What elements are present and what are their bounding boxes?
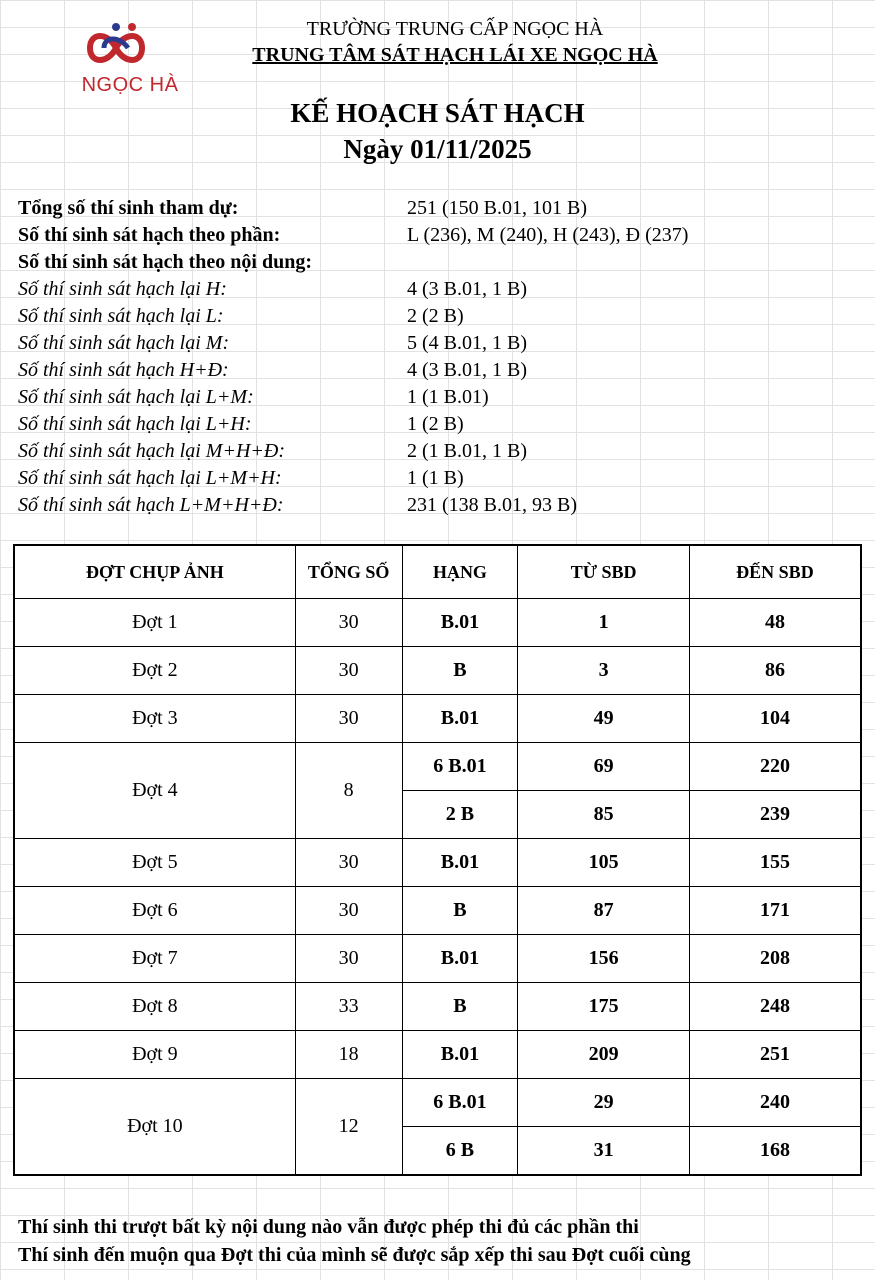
cell-hang: B.01: [402, 839, 518, 887]
stat-value: 5 (4 B.01, 1 B): [407, 332, 527, 354]
cell-dot: Đợt 7: [14, 935, 295, 983]
cell-tu: 105: [518, 839, 690, 887]
stat-value: L (236), M (240), H (243), Đ (237): [407, 224, 689, 246]
cell-tong: 30: [295, 599, 402, 647]
cell-den: 208: [689, 935, 861, 983]
stat-value: 4 (3 B.01, 1 B): [407, 278, 527, 300]
center-name: TRUNG TÂM SÁT HẠCH LÁI XE NGỌC HÀ: [252, 44, 658, 66]
cell-hang: B: [402, 887, 518, 935]
cell-tu: 3: [518, 647, 690, 695]
schedule-table: [13, 544, 862, 1176]
cell-tu: 29: [518, 1079, 690, 1127]
infinity-logo-icon: [70, 18, 190, 78]
cell-tu: 49: [518, 695, 690, 743]
cell-den: 168: [689, 1127, 861, 1176]
stat-row: [18, 384, 858, 411]
cell-den: 48: [689, 599, 861, 647]
cell-tong: 12: [295, 1079, 402, 1176]
stat-value: 1 (1 B): [407, 467, 464, 489]
table-row: [14, 887, 861, 935]
stat-value: 1 (2 B): [407, 413, 464, 435]
cell-den: 239: [689, 791, 861, 839]
cell-hang: B.01: [402, 935, 518, 983]
stat-value: 4 (3 B.01, 1 B): [407, 359, 527, 381]
stat-label: Số thí sinh sát hạch theo phần:: [18, 224, 281, 246]
table-row: [14, 983, 861, 1031]
header-den-sbd: ĐẾN SBD: [689, 545, 861, 599]
table-header-row: [14, 545, 861, 599]
cell-dot: Đợt 6: [14, 887, 295, 935]
cell-tong: 30: [295, 647, 402, 695]
stat-row: [18, 249, 858, 276]
stat-value: 251 (150 B.01, 101 B): [407, 197, 587, 219]
stat-label: Số thí sinh sát hạch H+Đ:: [18, 359, 229, 381]
note-line: Thí sinh đến muộn qua Đợt thi của mình sẽ được sắp xếp thi sau Đợt cuối cùng: [18, 1244, 691, 1266]
cell-dot: Đợt 4: [14, 743, 295, 839]
cell-tong: 30: [295, 839, 402, 887]
cell-tong: 33: [295, 983, 402, 1031]
table-row: [14, 935, 861, 983]
stat-label: Số thí sinh sát hạch lại L+M:: [18, 386, 254, 408]
cell-den: 248: [689, 983, 861, 1031]
table-row: [14, 695, 861, 743]
cell-den: 251: [689, 1031, 861, 1079]
cell-hang: 6 B.01: [402, 1079, 518, 1127]
cell-tu: 1: [518, 599, 690, 647]
cell-hang: B.01: [402, 1031, 518, 1079]
stat-row: [18, 222, 858, 249]
cell-tong: 18: [295, 1031, 402, 1079]
stat-row: [18, 438, 858, 465]
cell-tu: 175: [518, 983, 690, 1031]
cell-den: 240: [689, 1079, 861, 1127]
cell-tu: 209: [518, 1031, 690, 1079]
stat-row: [18, 303, 858, 330]
stat-row: [18, 276, 858, 303]
stat-row: [18, 357, 858, 384]
cell-hang: B: [402, 647, 518, 695]
stat-value: 1 (1 B.01): [407, 386, 489, 408]
header-dot: ĐỢT CHỤP ẢNH: [14, 545, 295, 599]
table-row: [14, 1079, 861, 1127]
cell-tu: 87: [518, 887, 690, 935]
cell-tong: 30: [295, 887, 402, 935]
stat-value: 2 (1 B.01, 1 B): [407, 440, 527, 462]
cell-den: 86: [689, 647, 861, 695]
stat-label: Số thí sinh sát hạch lại M:: [18, 332, 230, 354]
cell-tu: 69: [518, 743, 690, 791]
table-row: [14, 743, 861, 791]
cell-den: 155: [689, 839, 861, 887]
stat-label: Số thí sinh sát hạch theo nội dung:: [18, 251, 312, 273]
stat-row: [18, 195, 858, 222]
cell-hang: B.01: [402, 599, 518, 647]
cell-dot: Đợt 3: [14, 695, 295, 743]
cell-hang: 2 B: [402, 791, 518, 839]
note-line: Thí sinh thi trượt bất kỳ nội dung nào vẫn được phép thi đủ các phần thi: [18, 1216, 639, 1238]
header-tong: TỔNG SỐ: [295, 545, 402, 599]
cell-tong: 8: [295, 743, 402, 839]
table-row: [14, 599, 861, 647]
notes: [18, 1213, 868, 1269]
cell-tu: 31: [518, 1127, 690, 1176]
cell-tu: 156: [518, 935, 690, 983]
stat-label: Số thí sinh sát hạch lại M+H+Đ:: [18, 440, 285, 462]
stat-label: Số thí sinh sát hạch lại H:: [18, 278, 227, 300]
cell-tong: 30: [295, 935, 402, 983]
table-row: [14, 647, 861, 695]
stat-value: 231 (138 B.01, 93 B): [407, 494, 577, 516]
school-name: TRƯỜNG TRUNG CẤP NGỌC HÀ: [306, 18, 604, 40]
table-row: [14, 1031, 861, 1079]
cell-dot: Đợt 9: [14, 1031, 295, 1079]
cell-den: 220: [689, 743, 861, 791]
header-hang: HẠNG: [402, 545, 518, 599]
cell-tong: 30: [295, 695, 402, 743]
cell-den: 104: [689, 695, 861, 743]
stat-label: Số thí sinh sát hạch L+M+H+Đ:: [18, 494, 284, 516]
cell-hang: B.01: [402, 695, 518, 743]
header-tu-sbd: TỪ SBD: [518, 545, 690, 599]
stat-row: [18, 465, 858, 492]
stat-label: Số thí sinh sát hạch lại L+H:: [18, 413, 252, 435]
stat-label: Tổng số thí sinh tham dự:: [18, 197, 239, 219]
stat-row: [18, 330, 858, 357]
cell-den: 171: [689, 887, 861, 935]
logo: [70, 18, 190, 98]
cell-dot: Đợt 2: [14, 647, 295, 695]
stat-row: [18, 492, 858, 519]
stat-label: Số thí sinh sát hạch lại L+M+H:: [18, 467, 282, 489]
stat-row: [18, 411, 858, 438]
cell-dot: Đợt 8: [14, 983, 295, 1031]
stat-label: Số thí sinh sát hạch lại L:: [18, 305, 224, 327]
logo-text: NGỌC HÀ: [81, 74, 179, 96]
cell-dot: Đợt 5: [14, 839, 295, 887]
cell-hang: 6 B: [402, 1127, 518, 1176]
cell-hang: B: [402, 983, 518, 1031]
cell-hang: 6 B.01: [402, 743, 518, 791]
cell-dot: Đợt 10: [14, 1079, 295, 1176]
table-row: [14, 839, 861, 887]
stat-value: 2 (2 B): [407, 305, 464, 327]
exam-date: Ngày 01/11/2025: [343, 134, 532, 164]
cell-dot: Đợt 1: [14, 599, 295, 647]
stats-list: [18, 195, 858, 519]
cell-tu: 85: [518, 791, 690, 839]
page-title: KẾ HOẠCH SÁT HẠCH: [290, 98, 585, 128]
